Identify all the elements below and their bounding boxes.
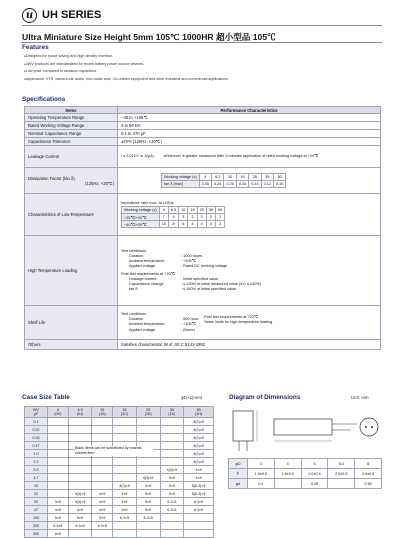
dimension-cell: 4 (274, 459, 301, 469)
kv-key: Applied voltage (129, 327, 155, 332)
case-size-row (25, 426, 214, 434)
case-size-cell: 5.3×5 (160, 498, 184, 506)
case-size-cell: 6.3×5 (136, 514, 160, 522)
header-bottom: μF (33, 412, 39, 416)
case-size-cell (113, 522, 137, 530)
lt-cell: 4 (188, 221, 197, 228)
case-size-cell (136, 418, 160, 426)
case-size-cell (113, 458, 137, 466)
case-size-cell: 4(3)×5 (184, 458, 214, 466)
case-size-row (25, 418, 214, 426)
df-cell: 6.3 (212, 174, 224, 181)
case-size-row (25, 434, 214, 442)
spec-value: 0.1 to 470 μF (118, 130, 381, 138)
capacitance-cell: 4.7 (25, 474, 48, 482)
case-size-cell (68, 482, 92, 490)
sl-test-label: Test conditions (121, 312, 147, 317)
case-size-cell (92, 458, 113, 466)
case-size-row (25, 482, 214, 490)
kv-key: Leakage current (129, 276, 157, 281)
case-size-cell (48, 442, 69, 450)
case-size-cell (160, 530, 184, 538)
case-size-header-cell (68, 407, 92, 418)
dimension-cell (328, 479, 355, 489)
case-size-header-cell (136, 407, 160, 418)
case-size-cell: 3×5 (48, 498, 69, 506)
case-size-row (25, 498, 214, 506)
lt-cell: 16 (188, 207, 197, 214)
kv-value: : 500 hour (181, 317, 199, 322)
case-size-cell: 6.3×5 (68, 522, 92, 530)
case-size-cell: 4×5 (136, 482, 160, 490)
lt-cell: 2 (216, 214, 225, 221)
kv-key: Duration (129, 317, 144, 322)
spec-key: Operating Temperature Range (25, 114, 118, 122)
dimensions-heading: Diagram of Dimensions (229, 394, 301, 401)
case-size-cell: 5(6.3)×5 (184, 490, 214, 498)
lt-cell: 4 (168, 214, 178, 221)
spec-value-others: Satisfies characteristic W of JIS C 5141-1982 (118, 340, 381, 350)
df-label: Dissipation Factor (tan δ) (28, 175, 75, 181)
kv-value: : 1000 hours (181, 253, 203, 258)
dimension-label: P (229, 469, 248, 479)
case-size-row (25, 466, 214, 474)
sl-post-label: Post test requirements at +20℃ (204, 315, 259, 320)
case-size-cell: 4(3)×5 (184, 426, 214, 434)
capacitance-cell: 0.47 (25, 442, 48, 450)
case-size-cell (160, 450, 184, 458)
case-size-cell (92, 474, 113, 482)
series-title: UH SERIES (42, 9, 102, 21)
df-cell: 0.24 (212, 181, 224, 188)
case-size-cell (113, 466, 137, 474)
dimension-cell: 6.3 (328, 459, 355, 469)
lt-header: Working voltage (v) (122, 207, 160, 214)
kv-value: : ≤ ±20% of initial measured value (4V: ≤ ±30%) (181, 281, 261, 286)
header-top: 16 (122, 408, 127, 412)
features-list (24, 53, 229, 83)
capacitor-diagram-icon (229, 403, 382, 453)
spec-value-high-temp (118, 236, 381, 306)
lt-cell: 2 (188, 214, 197, 221)
case-size-cell (136, 458, 160, 466)
case-size-cell (113, 418, 137, 426)
case-size-cell (48, 450, 69, 458)
df-cell: 50 (273, 174, 285, 181)
dimension-row (229, 469, 382, 479)
col-performance: Performance Characteristics (118, 107, 381, 114)
header-top: 4 (56, 408, 59, 412)
lt-cell: 4 (197, 221, 206, 228)
col-items: Items (25, 107, 118, 114)
case-size-cell (68, 418, 92, 426)
case-size-cell (160, 458, 184, 466)
lt-header: −40℃/+20℃ (122, 221, 160, 228)
case-size-cell (136, 530, 160, 538)
header-top: 10 (100, 408, 105, 412)
lt-cell: 8 (168, 221, 178, 228)
case-size-cell: 5×5 (136, 498, 160, 506)
header-rule (22, 25, 382, 26)
kv-key: Duration (129, 253, 144, 258)
df-cell: 0.12 (261, 181, 273, 188)
case-size-cell (136, 466, 160, 474)
sl-conditions (129, 317, 198, 333)
case-size-cell (48, 458, 69, 466)
case-size-cell: 5×5 (113, 506, 137, 514)
lt-cell: 10 (179, 207, 188, 214)
kv-value: : +105℃ (181, 259, 196, 264)
case-size-row (25, 522, 214, 530)
case-size-cell (48, 434, 69, 442)
low-temp-caption: Impedance ratio max. at 120Hz (121, 201, 174, 205)
df-cell: 35 (261, 174, 273, 181)
case-size-cell (68, 474, 92, 482)
capacitance-cell: 47 (25, 506, 48, 514)
case-size-cell: 5(6.3)×5 (184, 482, 214, 490)
dimension-cell: 1.5±0.5 (274, 469, 301, 479)
spec-key: Capacitance Tolerance (25, 138, 118, 146)
lt-cell: 35 (206, 207, 215, 214)
case-size-header-row (25, 407, 214, 418)
spec-value: ±20% (120Hz, +20℃) (118, 138, 381, 146)
capacitance-cell: 1.0 (25, 450, 48, 458)
case-size-header-cell (92, 407, 113, 418)
case-size-cell: 4(3)×5 (68, 490, 92, 498)
case-size-cell: 8×5 (48, 530, 69, 538)
spec-value-df (118, 168, 381, 194)
case-size-cell: 4(3)×5 (184, 434, 214, 442)
feature-item: ● Designed for space saving and high density insertion. (24, 53, 229, 61)
dimension-label: φd (229, 479, 248, 489)
case-size-cell: 4(3)×5 (113, 482, 137, 490)
dimension-cell: 0.50 (355, 479, 382, 489)
case-size-header-cell (48, 407, 69, 418)
df-table (161, 173, 286, 188)
case-size-header-cell (25, 407, 48, 418)
case-size-cell (68, 434, 92, 442)
dimension-row (229, 459, 382, 469)
features-heading: Features (22, 44, 49, 51)
case-size-cell (92, 466, 113, 474)
case-size-cell: 6.3×5 (113, 514, 137, 522)
case-size-cell: 4×5 (184, 474, 214, 482)
case-size-cell (160, 434, 184, 442)
header-top: 50 (196, 408, 201, 412)
kv-value: : Rated DC working voltage (181, 264, 228, 269)
spec-value: −40 to +105℃ (118, 114, 381, 122)
case-size-header-cell (160, 407, 184, 418)
case-size-cell: 5×5 (48, 514, 69, 522)
case-size-cell: 5×5 (160, 482, 184, 490)
dimension-cell: 2.0±0.5 (301, 469, 328, 479)
case-size-cell (92, 426, 113, 434)
df-cell: 0.35 (199, 181, 211, 188)
dimension-cell: 5 (301, 459, 328, 469)
case-size-row (25, 530, 214, 538)
capacitor-dimension-drawing (229, 403, 382, 453)
df-cell: 25 (249, 174, 261, 181)
lt-cell: 3 (206, 221, 215, 228)
case-size-cell (184, 530, 214, 538)
spec-value-low-temp (118, 194, 381, 236)
case-size-cell: 5×5 (92, 514, 113, 522)
lt-cell: 6 (179, 221, 188, 228)
case-size-cell (68, 426, 92, 434)
brand-logo: u (22, 8, 37, 23)
spec-value-shelf-life (118, 306, 381, 340)
lt-cell: 2 (206, 214, 215, 221)
dimension-cell: 3 (248, 459, 275, 469)
case-size-cell: 6.3×5 (48, 522, 69, 530)
df-header: Working voltage (v) (162, 174, 200, 181)
case-size-cell (48, 426, 69, 434)
dimensions-unit: Unit: mm (351, 395, 369, 400)
case-size-cell: 4×5 (92, 506, 113, 514)
case-size-cell (113, 426, 137, 434)
sl-post-note: Same limits for high temperature loading. (204, 320, 274, 325)
leakage-note: whichever is greater measured after 3 minutes application of rated working voltage at +20℃ (163, 154, 319, 158)
case-size-cell: 6.3×5 (184, 498, 214, 506)
kv-key: Ambient temperature (129, 259, 165, 264)
kv-key: Applied voltage (129, 264, 155, 269)
lt-cell: 7 (159, 214, 168, 221)
spec-value: 4 to 50 DC (118, 122, 381, 130)
header-bottom: (0J) (76, 412, 84, 416)
kv-key: Capacitance change (129, 281, 164, 286)
specifications-table (24, 106, 381, 350)
spec-key-df (25, 168, 118, 194)
case-size-cell: 4(3)×5 (160, 466, 184, 474)
case-size-cell: 4×5 (160, 474, 184, 482)
leakage-formula: I ≤ 0.01CV or 3(μA) (121, 154, 154, 158)
case-size-cell (92, 434, 113, 442)
case-size-cell: 4×5 (92, 498, 113, 506)
spec-key: Rated Working Voltage Range (25, 122, 118, 130)
case-size-header-cell (184, 407, 214, 418)
case-size-cell: 4×5 (184, 466, 214, 474)
lt-cell: 2 (197, 214, 206, 221)
capacitance-cell: 22 (25, 490, 48, 498)
df-cell: 0.14 (249, 181, 261, 188)
case-size-cell (68, 458, 92, 466)
header-bottom: (1C) (121, 412, 129, 416)
case-size-cell: 6.3×5 (184, 506, 214, 514)
case-size-cell: 4×5 (48, 506, 69, 514)
substitution-note: Blank items can be substituted by nearest column item (75, 446, 153, 456)
case-size-cell (92, 482, 113, 490)
kv-value: : ≤ 150% of initial specified value (181, 286, 237, 291)
kv-key: Ambient temperature (129, 322, 165, 327)
case-size-cell (160, 522, 184, 530)
case-size-cell: 5×5 (160, 490, 184, 498)
ht-test-label: Test conditions (121, 248, 147, 253)
header-top: 35 (169, 408, 174, 412)
dimension-cell: 2.5±0.5 (328, 469, 355, 479)
lt-cell: 4 (159, 207, 168, 214)
case-size-unit: φD×L(mm) (181, 395, 203, 400)
case-size-cell (136, 426, 160, 434)
kv-value: : (None) (181, 327, 195, 332)
header-bottom: (1V) (168, 412, 176, 416)
capacitance-cell: 0.22 (25, 426, 48, 434)
case-size-header-cell (113, 407, 137, 418)
header-top: 6.3 (77, 408, 83, 412)
dimension-cell: 8 (355, 459, 382, 469)
lt-header: −25℃/+20℃ (122, 214, 160, 221)
lt-cell: 6.3 (168, 207, 178, 214)
df-cell: 10 (224, 174, 236, 181)
case-size-cell: 5×5 (136, 506, 160, 514)
capacitance-cell: 10 (25, 482, 48, 490)
capacitance-cell: 2.2 (25, 458, 48, 466)
lt-cell: 15 (159, 221, 168, 228)
case-size-cell (92, 530, 113, 538)
case-size-row (25, 506, 214, 514)
spec-key-high-temp: High Temperature Loading (25, 236, 118, 306)
df-condition: (120Hz, +20℃) (84, 180, 114, 186)
capacitance-cell: 33 (25, 498, 48, 506)
spec-value-leakage (118, 146, 381, 168)
case-size-cell (160, 426, 184, 434)
spec-key-shelf-life: Shelf Life (25, 306, 118, 340)
case-size-table (24, 406, 214, 538)
case-size-cell: 4×5 (113, 498, 137, 506)
case-size-cell: 4×5 (113, 490, 137, 498)
case-size-cell (160, 418, 184, 426)
df-cell: 4 (199, 174, 211, 181)
case-size-row (25, 490, 214, 498)
case-size-cell (160, 442, 184, 450)
spec-key-others: Others (25, 340, 118, 350)
df-cell: 16 (236, 174, 248, 181)
product-title: Ultra Miniature Size Height 5mm 105℃ 1000HR 超小型品 105℃ (22, 32, 276, 42)
capacitance-cell: 0.1 (25, 418, 48, 426)
case-size-cell: 5×5 (68, 514, 92, 522)
dimension-cell: 3.5±0.5 (355, 469, 382, 479)
dimension-cell: 1.0±0.5 (248, 469, 275, 479)
ht-conditions (129, 254, 377, 270)
df-cell: 0.20 (224, 181, 236, 188)
capacitance-cell: 330 (25, 530, 48, 538)
dimension-cell: 0.45 (301, 479, 328, 489)
df-cell: 0.10 (273, 181, 285, 188)
lt-cell: 50 (216, 207, 225, 214)
feature-item: ● 4WV products are standardized for recent battery power source devices. (24, 61, 229, 69)
case-size-cell (48, 490, 69, 498)
spec-key-low-temp: Characteristics of Low Temperature (25, 194, 118, 236)
header-bottom: (1H) (195, 412, 203, 416)
df-cell: 0.16 (236, 181, 248, 188)
case-size-cell (48, 418, 69, 426)
dimensions-table (228, 458, 382, 489)
case-size-cell: 4(3)×5 (136, 474, 160, 482)
case-size-heading: Case Size Table (22, 394, 70, 401)
case-size-cell (48, 474, 69, 482)
header-bottom: (1A) (98, 412, 106, 416)
lt-cell: 3 (216, 221, 225, 228)
case-size-cell (68, 530, 92, 538)
dimension-cell: 0.4 (248, 479, 275, 489)
dimension-row (229, 479, 382, 489)
series-header (22, 6, 101, 24)
feature-item: ● Application: VTR, camera car audio, mini audio sets, CA related equipment and other industrial and commercial applications. (24, 76, 229, 84)
lt-cell: 3 (179, 214, 188, 221)
case-size-cell (136, 522, 160, 530)
dimension-label: φD (229, 459, 248, 469)
case-size-cell: 6.3×5 (92, 522, 113, 530)
dimension-cell (274, 479, 301, 489)
kv-value: : +105℃ (181, 322, 196, 327)
case-size-cell: 4(3)×5 (184, 450, 214, 458)
spec-key-leakage: Leakage Current (25, 146, 118, 168)
case-size-cell (48, 466, 69, 474)
low-temp-table (121, 206, 225, 228)
ht-post-label: Post test requirements at +20℃ (121, 271, 175, 276)
case-size-cell: 6.3×5 (160, 506, 184, 514)
case-size-cell: 4(3)×5 (68, 498, 92, 506)
feature-item: ● Low price compared to tantalum capacitors. (24, 68, 229, 76)
case-size-cell (48, 482, 69, 490)
case-size-row (25, 458, 214, 466)
case-size-cell (68, 466, 92, 474)
spec-key: Nominal Capacitance Range (25, 130, 118, 138)
kv-key: tan δ (129, 286, 138, 291)
case-size-cell (184, 522, 214, 530)
case-size-row (25, 474, 214, 482)
case-size-cell (113, 474, 137, 482)
capacitance-cell: 3.3 (25, 466, 48, 474)
df-header: tan δ (max) (162, 181, 200, 188)
header-bottom: (0G) (54, 412, 62, 416)
header-top: 25 (146, 408, 151, 412)
case-size-cell: 4×5 (92, 490, 113, 498)
header-top: WV (33, 408, 39, 412)
case-size-cell (136, 434, 160, 442)
case-size-cell: 5×5 (136, 490, 160, 498)
case-size-cell (113, 530, 137, 538)
kv-value: : Initial specified value (181, 276, 219, 281)
title-rule (22, 42, 382, 43)
case-size-cell (113, 434, 137, 442)
lt-cell: 25 (197, 207, 206, 214)
ht-requirements (129, 277, 377, 293)
case-size-cell: 4(3)×5 (184, 442, 214, 450)
specifications-heading: Specifications (22, 96, 66, 103)
capacitance-cell: 0.33 (25, 434, 48, 442)
case-size-cell: 4×5 (68, 506, 92, 514)
case-size-cell (92, 418, 113, 426)
header-bottom: (1E) (144, 412, 152, 416)
case-size-cell: 4(3)×5 (184, 418, 214, 426)
capacitance-cell: 100 (25, 514, 48, 522)
capacitance-cell: 220 (25, 522, 48, 530)
